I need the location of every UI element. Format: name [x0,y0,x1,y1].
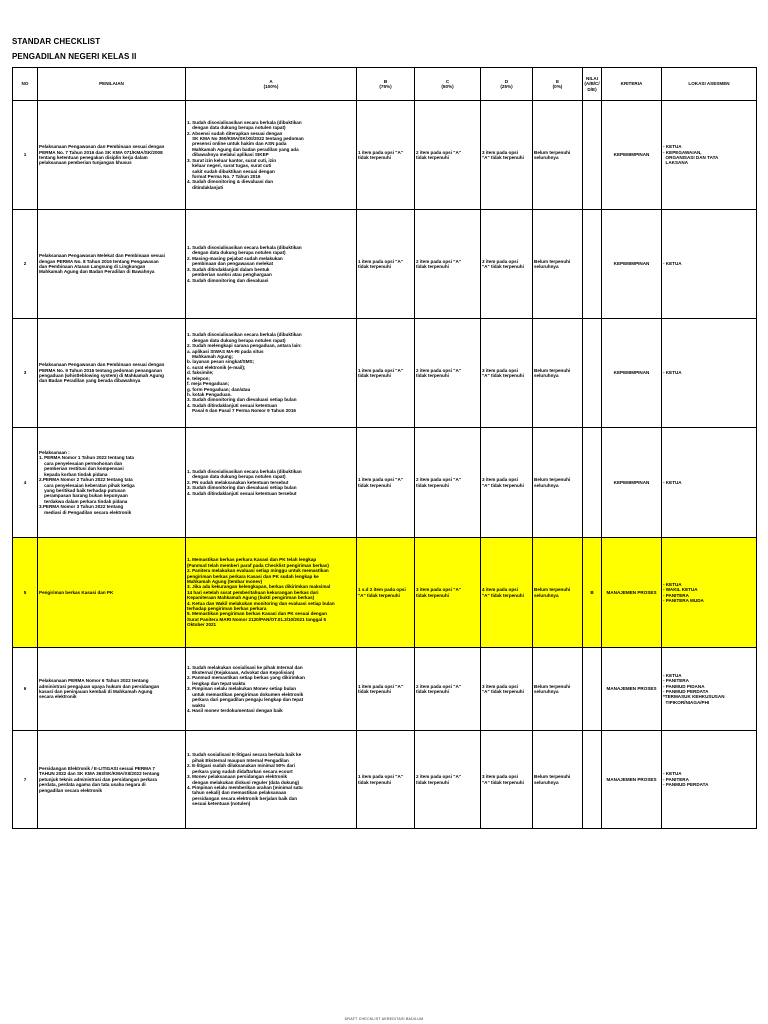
cell-lokasi-line: - KETUA [663,261,682,267]
cell-option-c-line: 2 item pada opsi "A" [416,258,461,264]
cell-option-a-line: tahun sekali) dan memastikan pelaksanaan [187,790,287,796]
cell-option-e-line: seluruhnya [534,155,559,160]
cell-option-d-line: 3 item pada opsi [482,683,518,689]
cell-option-c [415,428,481,538]
cell-option-e-line: Belum terpenuhi [534,477,571,483]
header-a-label: A [269,78,273,84]
header-nilai-3: D/E) [587,86,597,92]
cell-lokasi-line: *TERMASUK KEHKUSUSAN [663,694,725,700]
cell-option-e-line: Belum terpenuhi [534,774,571,780]
cell-option-c [415,101,481,210]
table-row [13,648,757,731]
cell-penilaian-line: Pelaksanaan Pengawasan Melekat dan Pembinaan sesuai [39,253,165,259]
cell-option-a-line: 3. Pimpinan selalu melakukan Monev setiap bulan [187,686,297,692]
cell-penilaian [38,101,186,210]
cell-option-a-line: 3. Monev pelaksanaan persidangan elektronik [187,774,288,780]
cell-nilai [583,648,602,731]
cell-penilaian-line: pemberian restitusi dan kompensasi [39,466,124,472]
cell-kriteria: KEPEMIMPINAN [602,101,662,210]
cell-option-a-line: 3. Sudah dimonitoring dan dievaluasi setiap bulan [187,485,297,491]
header-d-label: D [504,78,509,84]
cell-option-d-line: "A" tidak terpenuhi [482,373,524,378]
cell-option-a-line: f. meja Pengaduan; [187,381,230,387]
cell-option-a-line: 1. Sudah melakukan sosialisasi ke pihak Internal dan [187,664,303,670]
cell-option-e-line: seluruhnya [534,592,559,598]
cell-option-a-line: Mahkamah Agung (tembar monev) [187,578,263,584]
title-line-2: PENGADILAN NEGERI KELAS II [12,52,137,61]
cell-option-b-line: 1 item pada opsi "A" [358,258,403,264]
cell-option-e [533,210,583,319]
cell-lokasi-line: - KETUA [663,672,682,678]
cell-option-e [533,428,583,538]
cell-option-d-line: 3 item pada opsi [482,477,518,483]
cell-option-b [357,428,415,538]
cell-option-a [186,731,357,829]
cell-nilai [583,210,602,319]
page-footer: DRAFT CHECKLIST AKREDITASI BADILUM [344,1017,424,1021]
cell-option-a-line: untuk memastikan pengiriman dokumen elektronik [187,691,304,697]
cell-option-a-line: 4. Hasil monev terdokumentasi dengan baik [187,707,283,713]
cell-option-c [415,731,481,829]
cell-option-d [481,101,533,210]
cell-option-c-line: 2 item pada opsi "A" [416,774,461,780]
cell-kriteria: MANAJEMEN PROSES [602,648,662,731]
header-penilaian: PENILAIAN [38,68,186,101]
cell-option-b-line: 1 item pada opsi "A" [358,149,403,155]
title-line-1: STANDAR CHECKLIST [12,37,101,46]
cell-option-b [357,101,415,210]
table-row [13,210,757,319]
cell-option-d-line: "A" tidak terpenuhi [482,482,524,488]
cell-option-b-line: 1 item pada opsi "A" [358,774,403,780]
cell-option-d-line: "A" tidak terpenuhi [482,264,524,269]
cell-penilaian [38,648,186,731]
cell-option-e [533,101,583,210]
cell-no: 2 [13,210,38,319]
cell-kriteria: MANAJEMEN PROSES [602,538,662,648]
cell-penilaian-line: Persidangan Elektronik / E-LITIGASI sesuai PERMA 7 [39,765,155,771]
cell-option-a-line: 2. Panitera melakukan evaluasi setiap minggu untuk memastikan [187,568,329,574]
cell-option-a-line: 14 hari setelah surat pemberitahuan kekurangan berkas dari [187,589,319,595]
cell-option-a-line: 1. Memastikan berkas perkara Kasasi dan PK telah lengkap [187,557,317,563]
cell-option-a-line: Oktober 2021 [187,622,217,628]
cell-option-d-line: 3 item pada opsi [482,367,518,373]
checklist-table [12,67,757,829]
cell-penilaian [38,428,186,538]
cell-penilaian-line: 1. PERMA Nomor 1 Tahun 2022 tentang tata [39,455,134,461]
table-row [13,731,757,829]
cell-option-e-line: Belum terpenuhi [534,367,571,373]
cell-option-e [533,319,583,428]
cell-penilaian-line: petunjuk teknis administrasi dan persidangan perkara [39,776,157,782]
table-body [13,101,757,829]
cell-option-b [357,731,415,829]
cell-lokasi-line: - PANITERA [663,592,689,598]
cell-option-a-line: 4. Sudah dimonitoring & dievaluasi dan [187,179,274,185]
header-b-label: B [383,78,388,84]
header-e [533,68,583,101]
cell-penilaian-line: Pelaksanaan : [39,450,70,456]
cell-penilaian-line: 2.PERMA Nomor 2 Tahun 2022 tentang tata [39,477,133,483]
cell-option-c [415,648,481,731]
cell-option-b-line: 1 item pada opsi "A" [358,683,403,689]
cell-option-b-line: tidak terpenuhi [358,373,391,378]
cell-option-b-line: tidak terpenuhi [358,264,391,269]
cell-lokasi-line: TIPIKOR/NIAGA/PHI [663,699,710,705]
cell-penilaian [38,731,186,829]
cell-option-e-line: seluruhnya [534,264,559,269]
cell-option-a-line: 1. Sudah disosialisasikan secara berkala (dibuktikan [187,119,302,125]
cell-option-a [186,538,357,648]
cell-no: 3 [13,319,38,428]
cell-option-d-line: 3 item pada opsi [482,258,518,264]
cell-penilaian-line: Pelaksanaan Pengawasan dan Pembinaan sesuai dengan [39,362,165,368]
cell-option-d [481,538,533,648]
cell-option-a-line: terhadap pengiriman berkas perkara [187,606,267,612]
cell-option-a-line: d. faksimile; [187,370,214,376]
cell-penilaian-line: Mahkamah Agung dan Badan Peradilan di Bawahnya [39,269,155,275]
cell-option-c-line: tidak terpenuhi [416,264,449,269]
cell-option-a-line: 2. Panmud memastikan setiap berkas yang dikirimkan [187,675,305,681]
header-kriteria: KRITERIA [602,68,662,101]
header-d [481,68,533,101]
cell-penilaian-line: Pelaksanaan Pengawasan dan Pembinaan sesuai dengan [39,144,165,150]
cell-option-a-line: 3. Sudah dimonitoring dan dievaluasi setiap bulan [187,397,297,403]
cell-lokasi-line: - KETUA [663,370,682,376]
cell-option-a-line: 1. Sudah disosialisasikan secara berkala (dibuktikan [187,468,302,474]
cell-kriteria: MANAJEMEN PROSES [602,731,662,829]
cell-option-b-line: tidak terpenuhi [358,689,391,694]
cell-option-a-line: 1. Sudah sosialisasi E-litigasi secara berkala baik ke [187,752,302,758]
cell-option-a-line: 4. Sudah ditindaklanjuti sesuai ketentuan tersebut [187,490,297,496]
header-b-pct: (75%) [379,84,392,89]
cell-lokasi-line: - KETUA [663,479,682,485]
header-c-pct: (50%) [441,84,454,89]
header-nilai-1: NILAI [586,75,598,81]
cell-penilaian-line: tentang ketentuan penegakan disiplin kerja dalam [39,155,148,160]
cell-option-a-line: dengan data dukung berupa notulen rapat) [187,337,286,343]
cell-no: 4 [13,428,38,538]
cell-option-a-line: SK KMA No 360/KMA/SK/XII/2022 tentang pedoman [187,136,304,142]
cell-lokasi-line: - KETUA [663,771,682,777]
cell-penilaian-line: kepada korban tindak pidana [39,471,108,477]
cell-kriteria: KEPEMIMPINAN [602,319,662,428]
cell-option-a-line: a. aplikasi SIWAS MA-RI pada situs [187,348,264,354]
cell-lokasi-line: - PANITERA [663,678,689,684]
cell-option-d-line: 3 item pada opsi [482,149,518,155]
cell-option-a-line: 4. Ketua dan Wakil melakukan monitoring dan evaluasi setiap bulan [187,600,335,606]
cell-option-a-line: 2. Masing-masing pejabat sudah melakukan [187,255,283,261]
cell-option-c-line: tidak terpenuhi [416,689,449,694]
cell-lokasi-line: - WAKIL KETUA [663,587,698,593]
cell-penilaian [38,538,186,648]
cell-lokasi [662,101,757,210]
cell-option-c-line: 2 item pada opsi "A" [416,367,461,373]
cell-lokasi-line: - PANMUD PERDATA [663,782,709,788]
cell-option-c-line: 2 item pada opsi "A" [416,149,461,155]
cell-option-a [186,648,357,731]
header-nilai-2: (A/B/C/ [584,81,600,87]
cell-option-a-line: dengan data dukung berupa notulen rapat) [187,474,286,480]
cell-option-a-line: b. layanan pesan singkat/SMS; [187,359,255,365]
cell-option-a-line: 2. E-litigasi sudah dilaksanakan minimal 50% dari [187,763,295,769]
header-c [415,68,481,101]
cell-lokasi-line: - PANMUD PIDANA [663,683,705,689]
cell-option-c-line: tidak terpenuhi [416,155,449,160]
cell-option-b-line: 1 item pada opsi "A" [358,367,403,373]
cell-no: 1 [13,101,38,210]
cell-option-c [415,319,481,428]
cell-option-a-line: keluar negeri, surat tugas, surat cuti [187,163,272,169]
cell-option-d-line: "A" tidak terpenuhi [482,779,524,785]
cell-lokasi-line: LAKSANA [663,160,689,166]
cell-option-a-line: e. telepon; [187,375,210,381]
cell-lokasi [662,731,757,829]
table-row [13,319,757,428]
cell-option-a-line: Eksternal (Kejaksaan, Advokat dan Kepolisian) [187,670,295,676]
cell-option-e [533,731,583,829]
cell-penilaian-line: secara elektronik [39,694,77,700]
cell-option-b [357,319,415,428]
cell-option-a-line: pihak Eksternal maupun Internal Pengadilan [187,757,289,763]
cell-option-a-line: 4. Sudah ditindaklanjuti sesuai ketentuan [187,402,278,408]
cell-penilaian-line: PERMA No. 9 Tahun 2016 tentang pedoman penanganan [39,367,163,373]
cell-kriteria: KEPEMIMPINAN [602,210,662,319]
cell-option-a-line: pemberian sanksi atau penghargaan [187,272,272,278]
cell-penilaian-line: pengaduan (whistleblowing system) di Mahkamah Agung [39,373,164,378]
cell-option-a-line: Pasal 6 dan Pasal 7 Perma Nomor 9 Tahun 2016 [187,408,296,414]
table-row [13,101,757,210]
cell-option-e-line: Belum terpenuhi [534,258,571,264]
cell-option-a-line: format Perma No. 7 Tahun 2016 [187,173,261,179]
header-e-label: E [555,78,560,84]
cell-penilaian [38,319,186,428]
cell-penilaian-line: dengan PERMA No. 8 Tahun 2016 tentang Pengawasan [39,258,159,264]
cell-option-b [357,210,415,319]
cell-no: 6 [13,648,38,731]
cell-option-a-line: pengiriman berkas perkara Kasasi dan PK sudah lengkap ke [187,573,319,579]
cell-penilaian [38,210,186,319]
table-row [13,428,757,538]
cell-option-b [357,648,415,731]
cell-lokasi-line: - KEPEGAWAIAN, [663,149,702,155]
cell-option-e-line: seluruhnya [534,779,559,785]
cell-option-a-line: presensi online untuk hakim dan ASN pada [187,141,287,147]
cell-penilaian-line: pengadilan secara elektronik [39,787,103,793]
header-a-pct: (100%) [263,84,279,89]
cell-option-b-line: 1 item pada opsi "A" [358,477,403,483]
cell-penilaian-line: yang beritikad baik terhadap putusan [39,487,126,493]
cell-option-a-line: Mahkamah Agung dan badan peradilan yang ada [187,146,299,152]
cell-option-e-line: Belum terpenuhi [534,683,571,689]
cell-option-e-line: seluruhnya [534,482,559,488]
cell-option-a-line: lengkap dan tepat waktu [187,680,246,686]
cell-option-d-line: 3 item pada opsi [482,774,518,780]
cell-option-a-line: 3. Sudah ditindaklanjuti dalam bentuk [187,266,270,272]
cell-penilaian-line: cara penyelesaian permohonan dan [39,460,123,466]
header-lokasi: LOKASI ASESMEN [662,68,757,101]
cell-option-a-line: (Panmud telah memberi paraf pada Checklist pengiriman berkas) [187,562,329,568]
cell-option-c-line: tidak terpenuhi [416,592,449,598]
cell-option-d [481,319,533,428]
cell-option-b-line: 1 s.d 2 item pada opsi [358,587,406,593]
header-d-pct: (25%) [500,84,513,89]
cell-option-e-line: Belum terpenuhi [534,587,571,593]
cell-option-a-line: 1. Sudah disosialisasikan secara berkala (dibuktikan [187,245,302,251]
cell-option-d-line: 4 item pada opsi [482,587,518,593]
cell-penilaian-line: terdakwa dalam perkara tindak pidana [39,498,128,504]
cell-option-d [481,428,533,538]
cell-lokasi [662,538,757,648]
cell-option-d [481,648,533,731]
cell-option-d-line: "A" tidak terpenuhi [482,592,524,598]
cell-penilaian-line: kasasi dan peninjauan kembali di Mahkamah Agung [39,689,153,694]
cell-option-a-line: waktu [187,702,206,708]
cell-option-a-line: dengan data dukung berupa notulen rapat) [187,125,286,131]
header-b [357,68,415,101]
header-a [186,68,357,101]
cell-option-a-line: perkara yang sudah didaftarkan secara ecourt [187,768,293,774]
cell-penilaian-line: 3.PERMA Nomor 3 Tahun 2022 tentang [39,504,124,510]
cell-option-e [533,538,583,648]
cell-option-a-line: 1. Sudah disosialisasikan secara berkala (dibuktikan [187,332,302,338]
cell-option-d-line: "A" tidak terpenuhi [482,689,524,694]
cell-nilai [583,731,602,829]
cell-option-a-line: 2. Absensi sudah diterapkan sesuai dengan [187,130,283,136]
cell-option-c-line: 2 item pada opsi "A" [416,683,461,689]
cell-penilaian-line: TAHUN 2022 dan SK KMA 363/SK/KMA/XII/2022 tentang [39,771,160,777]
cell-penilaian-line: pelaksanaan pemberian tunjangan khusus [39,160,132,166]
cell-option-e-line: seluruhnya [534,689,559,694]
cell-lokasi [662,319,757,428]
cell-option-d [481,210,533,319]
cell-option-d-line: "A" tidak terpenuhi [482,155,524,160]
cell-penilaian-line: cara penyelesaian keberatan pihak ketiga [39,482,135,488]
cell-kriteria: KEPEMIMPINAN [602,428,662,538]
cell-option-a-line: h. kotak Pengaduan. [187,391,232,397]
cell-option-a [186,319,357,428]
cell-lokasi [662,648,757,731]
cell-penilaian-line: perdata, perdata agama dan tata usaha negara di [39,782,146,788]
cell-option-a-line: g. form Pengaduan; dan/atau [187,386,251,392]
document-title [12,34,136,64]
cell-option-a [186,101,357,210]
header-no: NO [13,68,38,101]
cell-option-a-line: perkara dari pengadilan pengaju lengkap dan tepat [187,697,304,703]
cell-option-a-line: 5. Memastikan pengiriman berkas Kasasi dan PK sesuai dengan [187,611,327,617]
cell-option-a-line: 2. Sudah melengkapi sarana pengaduan, antara lain: [187,343,302,349]
header-e-pct: (0%) [552,84,563,89]
cell-option-b-line: tidak terpenuhi [358,779,391,785]
cell-option-b-line: "A" tidak terpenuhi [358,592,400,598]
cell-option-b [357,538,415,648]
cell-nilai: B [583,538,602,648]
cell-option-a-line: 3. Jika ada kekurangan kelengkapan, berkas dikirimkan maksimal [187,584,331,590]
cell-option-a-line: dengan melakukan diskusi reguler (data dukung) [187,779,300,785]
cell-penilaian-line: PERMA No. 7 Tahun 2016 dan SK KMA 071/KMA/SK/2008 [39,149,163,155]
cell-option-c-line: 3 item pada opsi "A" [416,587,461,593]
cell-option-e-line: Belum terpenuhi [534,149,571,155]
cell-option-b-line: tidak terpenuhi [358,155,391,160]
cell-penilaian-line: Pelaksanaan PERMA Nomor 6 Tahun 2022 tentang [39,678,149,684]
cell-option-a [186,428,357,538]
cell-penilaian-line: perampasan barang bukan kepunyaan [39,493,128,499]
cell-option-b-line: tidak terpenuhi [358,482,391,488]
header-c-label: C [445,78,450,84]
cell-lokasi-line: - KETUA [663,581,682,587]
cell-no: 7 [13,731,38,829]
cell-penilaian-line: dan Pembinaan Atasan Langsung di Lingkungan [39,264,146,269]
cell-option-a-line: pembinaan dan pengawasan melekat [187,261,274,267]
table-row [13,538,757,648]
cell-penilaian-line: Pengiriman berkas Kasasi dan PK [39,589,114,595]
cell-option-a-line: c. surat elektronik (e-mail); [187,364,246,370]
cell-option-a-line: 4. Sudah dimonitoring dan dievaluasi [187,277,269,283]
cell-option-a-line: sesuai ketentuan (notulen) [187,801,251,807]
cell-option-a-line: ditindaklanjuti [187,184,224,190]
cell-option-a-line: persidangan secara elektronik berjalan baik dan [187,795,298,801]
cell-lokasi-line: ORGANISASI DAN TATA [663,155,719,160]
cell-lokasi-line: - PANMUD PERDATA [663,689,709,694]
header-nilai [583,68,602,101]
cell-option-c-line: 2 item pada opsi "A" [416,477,461,483]
cell-option-a-line: 4. Pimpinan selalu memberikan arahan (minimal satu [187,784,303,790]
cell-penilaian-line: dan Badan Peradilan yang berada dibawahnya [39,378,141,384]
cell-option-a-line: 2. PN sudah melaksanakan ketentuan tersebut [187,479,289,485]
cell-nilai [583,428,602,538]
cell-option-a [186,210,357,319]
cell-nilai [583,101,602,210]
cell-lokasi-line: - KETUA [663,144,682,150]
cell-penilaian-line: mediasi di Pengadilan secara elektronik [39,509,132,515]
header-row [13,68,757,101]
cell-lokasi [662,210,757,319]
cell-option-a-line: 3. Surat izin keluar kantor, surat cuti, izin [187,157,277,163]
cell-option-e [533,648,583,731]
cell-lokasi-line: - PANITERA [663,776,689,782]
cell-lokasi [662,428,757,538]
cell-option-d [481,731,533,829]
cell-option-a-line: Kepaniteraan Mahkamah Agung (bukti pengiriman berkas) [187,595,315,601]
cell-option-c-line: tidak terpenuhi [416,779,449,785]
cell-option-a-line: dibawahnya melalui aplikasi SIKEP [187,152,269,158]
cell-option-c-line: tidak terpenuhi [416,373,449,378]
cell-option-a-line: sakit sudah dibuktikan sesuai dengan [187,168,275,174]
cell-option-e-line: seluruhnya [534,373,559,378]
cell-option-a-line: dengan data dukung berupa notulen rapat) [187,250,286,256]
cell-lokasi-line: - PANITERA MUDA [663,597,704,603]
cell-option-a-line: Mahkamah Agung; [187,354,234,360]
cell-option-c-line: tidak terpenuhi [416,482,449,488]
cell-nilai [583,319,602,428]
cell-option-c [415,538,481,648]
cell-option-c [415,210,481,319]
cell-penilaian-line: administrasi pengajuan upaya hukum dan persidangan [39,683,160,689]
cell-no: 5 [13,538,38,648]
cell-option-a-line: Surat Panitera MARI Nomor 2120/PAN/OT.01.3/10/2021 tanggal 5 [187,616,327,622]
